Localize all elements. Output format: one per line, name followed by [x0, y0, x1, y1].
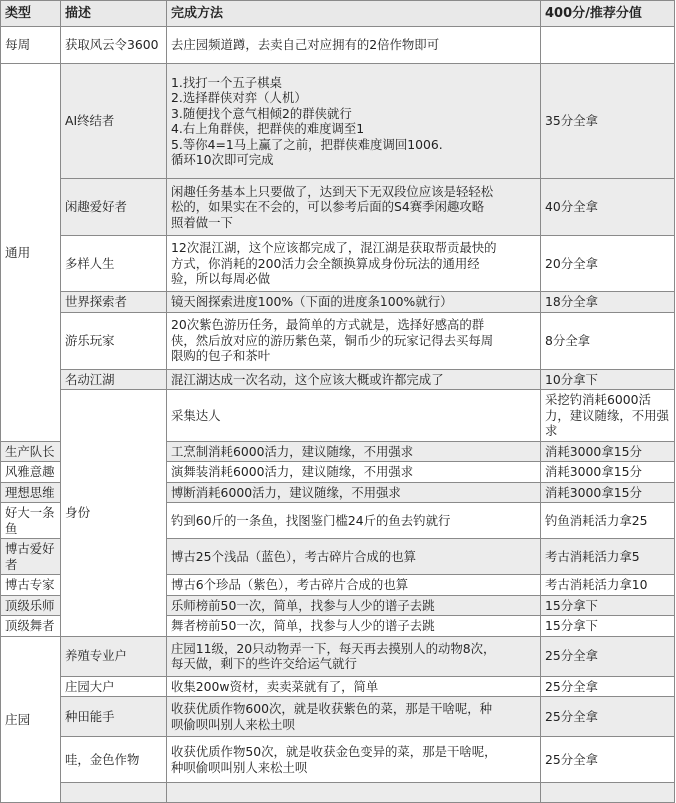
task-score: 15分拿下: [541, 595, 675, 616]
task-method: 镜天阁探索进度100%（下面的进度条100%就行）: [167, 292, 541, 313]
header-score: 400分/推荐分值: [541, 1, 675, 27]
table-row: [1, 737, 675, 783]
table-row: [1, 676, 675, 697]
category-general: 通用: [1, 64, 61, 442]
task-description: 博古专家: [1, 575, 61, 596]
task-method: 庄园11级，20只动物弄一下，每天再去摸别人的动物8次， 每天做，剩下的些许交给运气就行: [167, 636, 541, 676]
task-score: 25分全拿: [541, 676, 675, 697]
task-description: AI终结者: [61, 64, 167, 179]
task-description: 哇，金色作物: [61, 737, 167, 783]
task-method: 工烹制消耗6000活力，建议随缘，不用强求: [167, 441, 541, 462]
table-row: [1, 312, 675, 369]
task-score: 15分拿下: [541, 616, 675, 637]
task-score: 40分全拿: [541, 179, 675, 236]
task-description: 种田能手: [61, 697, 167, 737]
task-description: 博古爱好者: [1, 539, 61, 575]
task-score: [541, 27, 675, 64]
task-method: 混江湖达成一次名动，这个应该大概或许都完成了: [167, 369, 541, 390]
task-score: 25分全拿: [541, 737, 675, 783]
task-score: 18分全拿: [541, 292, 675, 313]
task-method: 1.找打一个五子棋桌 2.选择群侠对弈（人机） 3.随便找个意气相倾2的群侠就行 4.右上角群侠，把群侠的难度调至1 5.等你4=1马上赢了之前，把群侠难度调回1006. 循环10次即可完成: [167, 64, 541, 179]
task-score: 考古消耗活力拿5: [541, 539, 675, 575]
header-row: [1, 1, 675, 27]
task-score: 25分全拿: [541, 636, 675, 676]
table-row: [1, 369, 675, 390]
table-row: [1, 236, 675, 292]
task-score: 钓鱼消耗活力拿25: [541, 503, 675, 539]
task-method: 收集200w资材，卖卖菜就有了，简单: [167, 676, 541, 697]
task-method: 收获优质作物600次，就是收获紫色的菜，那是干啥呢，种 呗偷呗叫别人来松土呗: [167, 697, 541, 737]
task-score: 消耗3000拿15分: [541, 441, 675, 462]
task-score: 8分全拿: [541, 312, 675, 369]
task-method: 闲趣任务基本上只要做了，达到天下无双段位应该是轻轻松 松的，如果实在不会的，可以参考后面的S4赛季闲趣攻略 照着做一下: [167, 179, 541, 236]
task-description: 名动江湖: [61, 369, 167, 390]
category-weekly: 每周: [1, 27, 61, 64]
task-description: 好大一条鱼: [1, 503, 61, 539]
task-method: 演舞装消耗6000活力，建议随缘，不用强求: [167, 462, 541, 483]
task-description: 采集达人: [167, 390, 541, 442]
task-method: 20次紫色游历任务，最简单的方式就是，选择好感高的群 侠，然后放对应的游历紫色菜，铜币少的玩家记得去买每周 限购的包子和茶叶: [167, 312, 541, 369]
task-method: 收获优质作物50次，就是收获金色变异的菜，那是干啥呢， 种呗偷呗叫别人来松土呗: [167, 737, 541, 783]
task-score: 20分全拿: [541, 236, 675, 292]
task-description: 理想思维: [1, 482, 61, 503]
task-method: 乐师榜前50一次，简单，找参与人少的谱子去跳: [167, 595, 541, 616]
task-score: 消耗3000拿15分: [541, 462, 675, 483]
task-description: 庄园大户: [61, 676, 167, 697]
task-score: 25分全拿: [541, 697, 675, 737]
task-score: [541, 783, 675, 803]
table-row: [1, 179, 675, 236]
table-row: [1, 27, 675, 64]
task-description: 生产队长: [1, 441, 61, 462]
task-description: 获取风云令3600: [61, 27, 167, 64]
task-score: 10分拿下: [541, 369, 675, 390]
task-description: 世界探索者: [61, 292, 167, 313]
task-score: 消耗3000拿15分: [541, 482, 675, 503]
task-description: 顶级舞者: [1, 616, 61, 637]
task-description: 风雅意趣: [1, 462, 61, 483]
table-row: [1, 783, 675, 803]
task-description: 顶级乐师: [1, 595, 61, 616]
task-method: 博古25个浅品（蓝色），考古碎片合成的也算: [167, 539, 541, 575]
table-row: [1, 636, 675, 676]
category-manor: 庄园: [1, 636, 61, 803]
task-method: 采挖钓消耗6000活力，建议随缘，不用强求: [541, 390, 675, 442]
header-method: 完成方法: [167, 1, 541, 27]
task-method: 钓到60斤的一条鱼，找图鉴门槛24斤的鱼去钓就行: [167, 503, 541, 539]
task-method: [167, 783, 541, 803]
task-description: 养殖专业户: [61, 636, 167, 676]
table-row: [1, 390, 675, 442]
task-score: 考古消耗活力拿10: [541, 575, 675, 596]
task-description: 闲趣爱好者: [61, 179, 167, 236]
task-description: 多样人生: [61, 236, 167, 292]
table-row: [1, 292, 675, 313]
header-description: 描述: [61, 1, 167, 27]
task-method: 12次混江湖，这个应该都完成了，混江湖是获取帮贡最快的 方式，你消耗的200活力会全额换算成身份玩法的通用经 验，所以每周必做: [167, 236, 541, 292]
task-description: 游乐玩家: [61, 312, 167, 369]
table-row: [1, 697, 675, 737]
task-method: 去庄园频道蹲，去卖自己对应拥有的2倍作物即可: [167, 27, 541, 64]
table-row: [1, 64, 675, 179]
task-description: [61, 783, 167, 803]
header-type: 类型: [1, 1, 61, 27]
task-method: 舞者榜前50一次，简单，找参与人少的谱子去跳: [167, 616, 541, 637]
task-method: 博断消耗6000活力，建议随缘，不用强求: [167, 482, 541, 503]
category-identity: 身份: [61, 390, 167, 637]
task-score: 35分全拿: [541, 64, 675, 179]
task-method: 博古6个珍品（紫色），考古碎片合成的也算: [167, 575, 541, 596]
